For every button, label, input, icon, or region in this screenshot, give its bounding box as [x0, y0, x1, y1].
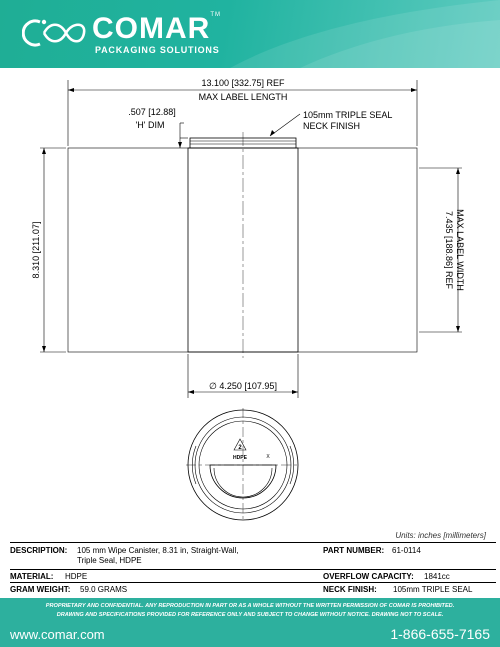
- label-width-dimension: 7.435 [188.86] REF: [444, 210, 454, 290]
- resin-number: 2: [238, 445, 242, 451]
- spec-row-weight: [10, 582, 496, 595]
- neck-finish-label: NECK FINISH:: [323, 585, 377, 594]
- part-number-value: 61-0114: [392, 546, 421, 555]
- label-length-dimension: 13.100 [332.75] REF: [201, 78, 285, 88]
- brand-name: COMAR™: [92, 12, 221, 45]
- label-width-caption: MAX LABEL WIDTH: [455, 209, 465, 291]
- material-value: HDPE: [65, 572, 88, 581]
- description-value-line2: Triple Seal, HDPE: [77, 556, 142, 565]
- part-number-label: PART NUMBER:: [323, 546, 385, 555]
- legal-line-1: PROPRIETARY AND CONFIDENTIAL. ANY REPRODUCTION IN PART OR AS A WHOLE WITHOUT THE WRITTEN PERMISSION OF COMAR IS PROHIBITED.: [45, 603, 455, 609]
- spec-row-description: [10, 542, 496, 568]
- h-dim-value: .507 [12.88]: [128, 107, 176, 117]
- height-dimension: 8.310 [211.07]: [31, 221, 41, 279]
- description-value-line1: 105 mm Wipe Canister, 8.31 in, Straight-Wall,: [77, 546, 239, 555]
- website-link[interactable]: www.comar.com: [10, 627, 105, 642]
- label-area-outline: [68, 148, 417, 352]
- overflow-capacity-label: OVERFLOW CAPACITY:: [323, 572, 414, 581]
- neck-finish-note-line1: 105mm TRIPLE SEAL: [303, 110, 393, 120]
- h-dim-caption: 'H' DIM: [135, 120, 165, 130]
- phone-number[interactable]: 1-866-655-7165: [390, 626, 490, 642]
- overflow-capacity-value: 1841cc: [424, 572, 450, 581]
- units-note: Units: inches [millimeters]: [395, 531, 486, 540]
- x-mark: X: [266, 454, 270, 460]
- header-banner: [0, 0, 500, 68]
- legal-line-2: DRAWING AND SPECIFICATIONS PROVIDED FOR REFERENCE ONLY AND SUBJECT TO CHANGE WITHOUT NOTICE. DRAWING NOT TO SCALE.: [56, 612, 444, 618]
- gram-weight-value: 59.0 GRAMS: [80, 585, 128, 594]
- gram-weight-label: GRAM WEIGHT:: [10, 585, 71, 594]
- label-length-caption: MAX LABEL LENGTH: [198, 92, 288, 102]
- material-label: MATERIAL:: [10, 572, 54, 581]
- resin-mark: HDPE: [233, 455, 247, 461]
- comar-logo-icon: [22, 16, 88, 50]
- footer-banner: [0, 598, 500, 647]
- spec-row-material: [10, 569, 496, 582]
- neck-finish-note-line2: NECK FINISH: [303, 121, 361, 131]
- description-label: DESCRIPTION:: [10, 546, 68, 555]
- legal-disclaimer: [0, 602, 500, 620]
- brand-tagline: PACKAGING SOLUTIONS: [95, 45, 220, 55]
- diameter-dimension: ∅ 4.250 [107.95]: [209, 381, 277, 391]
- technical-drawing: [0, 68, 500, 530]
- neck-finish-value: 105mm TRIPLE SEAL: [393, 585, 473, 594]
